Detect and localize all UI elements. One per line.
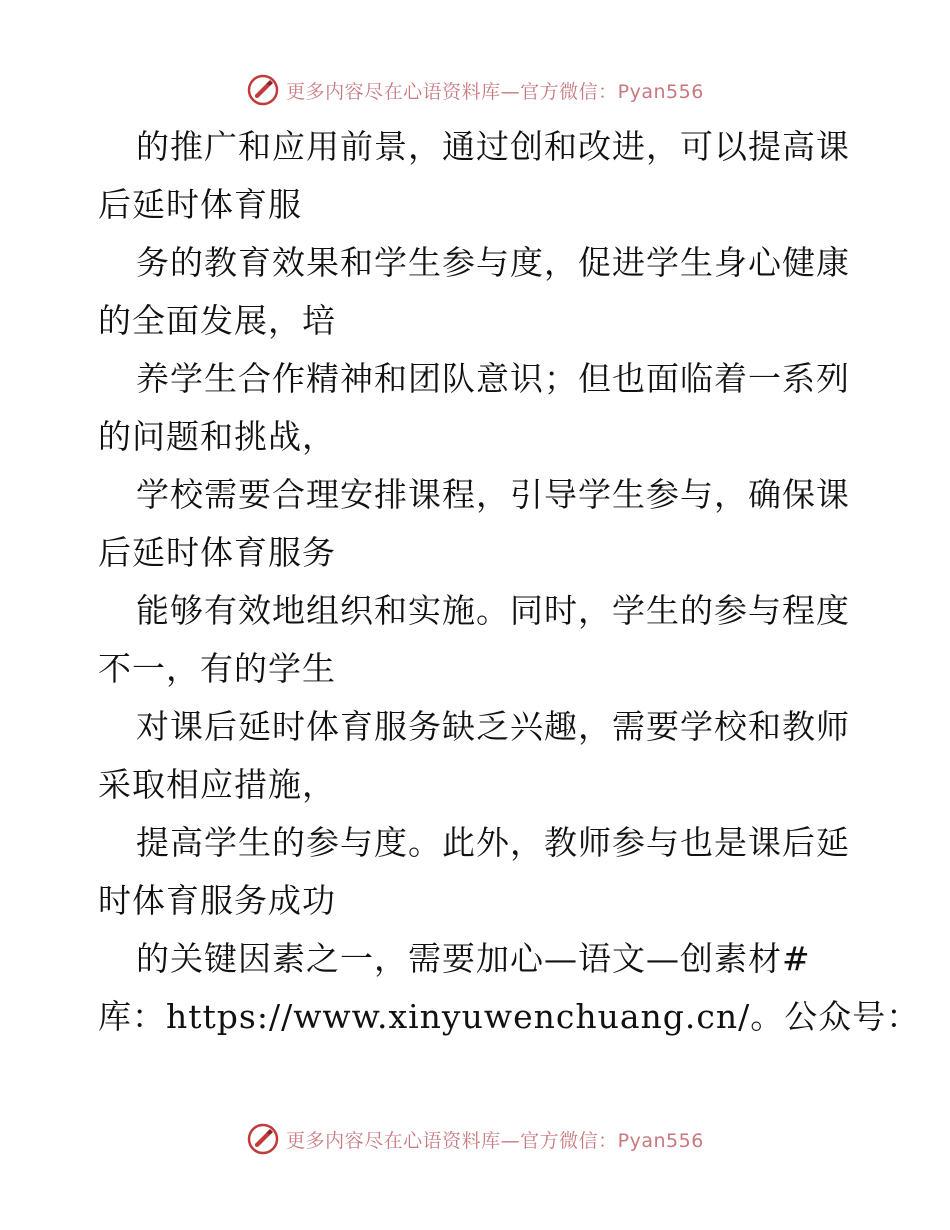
body-line: 的问题和挑战， <box>98 417 336 456</box>
body-line: 学校需要合理安排课程，引导学生参与，确保课 <box>136 475 850 514</box>
document-body <box>98 118 921 1046</box>
body-line: 养学生合作精神和团队意识；但也面临着一系列 <box>136 359 850 398</box>
body-line: 的关键因素之一，需要加心—语文—创素材# <box>136 939 811 978</box>
body-line: 后延时体育服务 <box>98 533 336 572</box>
body-line: 采取相应措施， <box>98 765 336 804</box>
body-line: 后延时体育服 <box>98 185 302 224</box>
brand-logo-icon <box>246 1122 280 1156</box>
footer-banner-text: 更多内容尽在心语资料库—官方微信：Pyan556 <box>286 1129 704 1152</box>
header-banner-text: 更多内容尽在心语资料库—官方微信：Pyan556 <box>286 80 704 103</box>
body-line: 提高学生的参与度。此外，教师参与也是课后延 <box>136 823 850 862</box>
body-line: 不一，有的学生 <box>98 649 336 688</box>
body-line: 能够有效地组织和实施。同时，学生的参与程度 <box>136 591 850 630</box>
body-line: 的全面发展，培 <box>98 301 336 340</box>
body-line: 的推广和应用前景，通过创和改进，可以提高课 <box>136 127 850 166</box>
header-banner <box>0 70 950 110</box>
body-line: 库：https://www.xinyuwenchuang.cn/。公众号： <box>98 997 921 1036</box>
body-line: 务的教育效果和学生参与度，促进学生身心健康 <box>136 243 850 282</box>
body-line: 对课后延时体育服务缺乏兴趣，需要学校和教师 <box>136 707 850 746</box>
brand-logo-icon <box>246 73 280 107</box>
body-line: 时体育服务成功 <box>98 881 336 920</box>
footer-banner <box>0 1119 950 1159</box>
